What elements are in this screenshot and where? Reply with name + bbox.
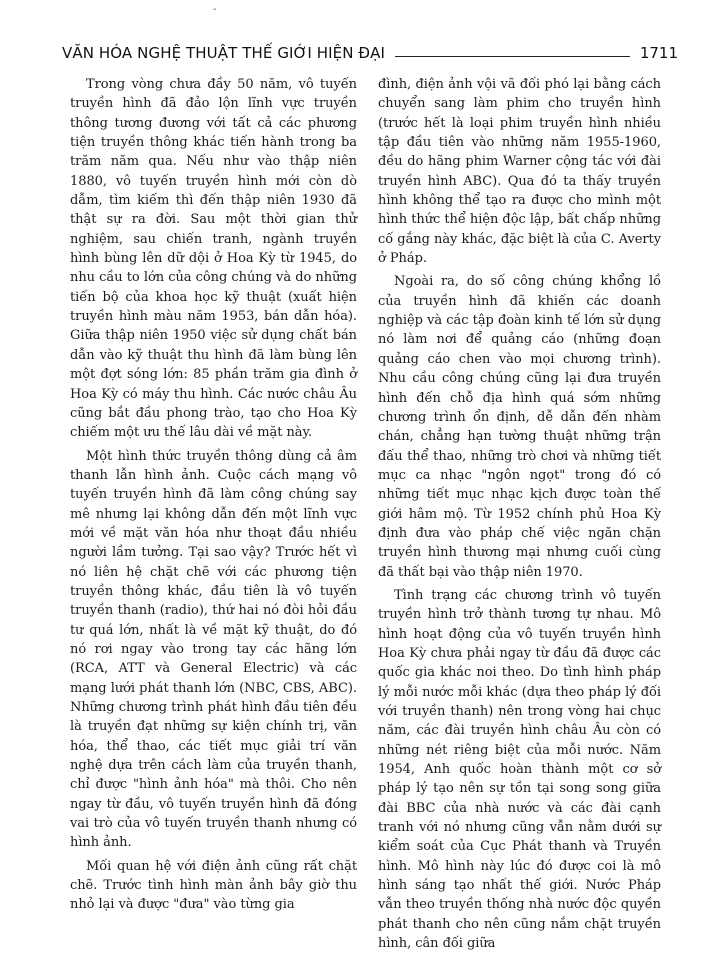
right-column xyxy=(378,75,661,953)
paragraph-cinema-relation: Mối quan hệ với điện ảnh cũng rất chặt chẽ. Trước tình hình màn ảnh bây giờ thu nhỏ lại và được "đưa" vào từng gia xyxy=(70,858,357,913)
body-columns xyxy=(70,75,661,953)
paragraph-continuation: đình, điện ảnh vội vã đối phó lại bằng cách chuyển sang làm phim cho truyền hình (trước hết là loại phim truyền hình nhiều tập đầu tiên vào những năm 1955-1960, đều do hãng phim Warner cộng tác với đài truyền hình ABC). Qua đó ta thấy truyền hình không thể tạo ra được cho mình một hình thức thể hiện độc lập, bất chấp những cố gắng này khác, đặc biệt là của C. Averty ở Pháp. xyxy=(378,77,661,267)
paragraph-national-models: Tình trạng các chương trình vô tuyến truyền hình trở thành tương tự nhau. Mô hình hoạt động của vô tuyến truyền hình Hoa Kỳ chưa phải ngay từ đầu đã được các quốc gia khác noi theo. Do tình hình pháp lý mỗi nước mỗi khác (dựa theo pháp lý đối với truyền thanh) nên trong vòng hai chục năm, các đài truyền hình châu Âu còn có những nét riêng biệt của mỗi nước. Năm 1954, Anh quốc hoàn thành một cơ sở pháp lý tạo nên sự tồn tại song song giữa đài BBC của nhà nước và các đài cạnh tranh với nó nhưng cũng vẫn nằm dưới sự kiểm soát của Cục Phát thanh và Truyền hình. Mô hình này lúc đó được coi là mô hình sáng tạo nhất thế giới. Nước Pháp vẫn theo truyền thống nhà nước độc quyền phát thanh cho nên cũng nắm chặt truyền hình, cân đối giữa xyxy=(378,587,661,952)
scan-mark: - xyxy=(213,4,217,15)
page-number: 1711 xyxy=(639,44,678,62)
paragraph-advertising: Ngoài ra, do số công chúng khổng lồ của truyền hình đã khiến các doanh nghiệp và các tập đoàn kinh tế lớn sử dụng nó làm nơi để quảng cáo (những đoạn quảng cáo chen vào mọi chương trình). Nhu cầu công chúng cũng lại đưa truyền hình đến chỗ địa hình quá sớm những chương trình ổn định, dễ dẫn đến nhàm chán, chẳng hạn tường thuật những trận đấu thể thao, những trò chơi và những tiết mục ca nhạc "ngôn ngọt" trong đó có những tiết mục nhạc kịch được toàn thế giới hâm mộ. Từ 1952 chính phủ Hoa Kỳ định đưa vào pháp chế việc ngăn chặn truyền hình thương mại nhưng cuối cùng đã thất bại vào thập niên 1970. xyxy=(378,274,661,580)
running-title: VĂN HÓA NGHỆ THUẬT THẾ GIỚI HIỆN ĐẠI xyxy=(62,44,386,62)
paragraph-audio-visual-form: Một hình thức truyền thông dùng cả âm thanh lẫn hình ảnh. Cuộc cách mạng vô tuyến truyền hình đã làm công chúng say mê nhưng lại không dẫn đến một lĩnh vực mới về mặt văn hóa như thoạt đầu nhiều người lầm tưởng. Tại sao vậy? Trước hết vì nó liên hệ chặt chẽ với các phương tiện truyền thông khác, đầu tiên là vô tuyến truyền thanh (radio), thứ hai nó đòi hỏi đầu tư quá lớn, nhất là về mặt kỹ thuật, do đó nó rơi ngay vào trong tay các hãng lớn (RCA, ATT và General Electric) và các mạng lưới phát thanh lớn (NBC, CBS, ABC). Những chương trình phát hình đầu tiên đều là truyền đạt những sự kiện chính trị, văn hóa, thể thao, các tiết mục giải trí văn nghệ dựa trên cách làm của truyền thanh, chỉ được "hình ảnh hóa" mà thôi. Cho nên ngay từ đầu, vô tuyến truyền hình đã đóng vai trò của vô tuyến truyền thanh nhưng có hình ảnh. xyxy=(70,448,357,851)
header-rule xyxy=(395,56,630,57)
left-column xyxy=(70,75,357,953)
paragraph-television-history: Trong vòng chưa đầy 50 năm, vô tuyến truyền hình đã đảo lộn lĩnh vực truyền thông tương đương với tất cả các phương tiện truyền thông khác tiến hành trong ba trăm năm qua. Nếu như vào thập niên 1880, vô tuyến truyền hình mới còn dò dẫm, tìm kiếm thì đến thập niên 1930 đã thật sự ra đời. Sau một thời gian thử nghiệm, sau chiến tranh, ngành truyền hình bùng lên dữ dội ở Hoa Kỳ từ 1945, do nhu cầu to lớn của công chúng và do những tiến bộ của khoa học kỹ thuật (xuất hiện truyền hình màu năm 1953, bán dẫn hóa). Giữa thập niên 1950 việc sử dụng chất bán dẫn vào kỹ thuật thu hình đã làm bùng lên một đợt sóng lớn: 85 phần trăm gia đình ở Hoa Kỳ có máy thu hình. Các nước châu Âu cũng bắt đầu phong trào, tạo cho Hoa Kỳ chiếm một ưu thế lâu dài về mặt này. xyxy=(70,77,357,441)
page-header xyxy=(62,38,678,62)
